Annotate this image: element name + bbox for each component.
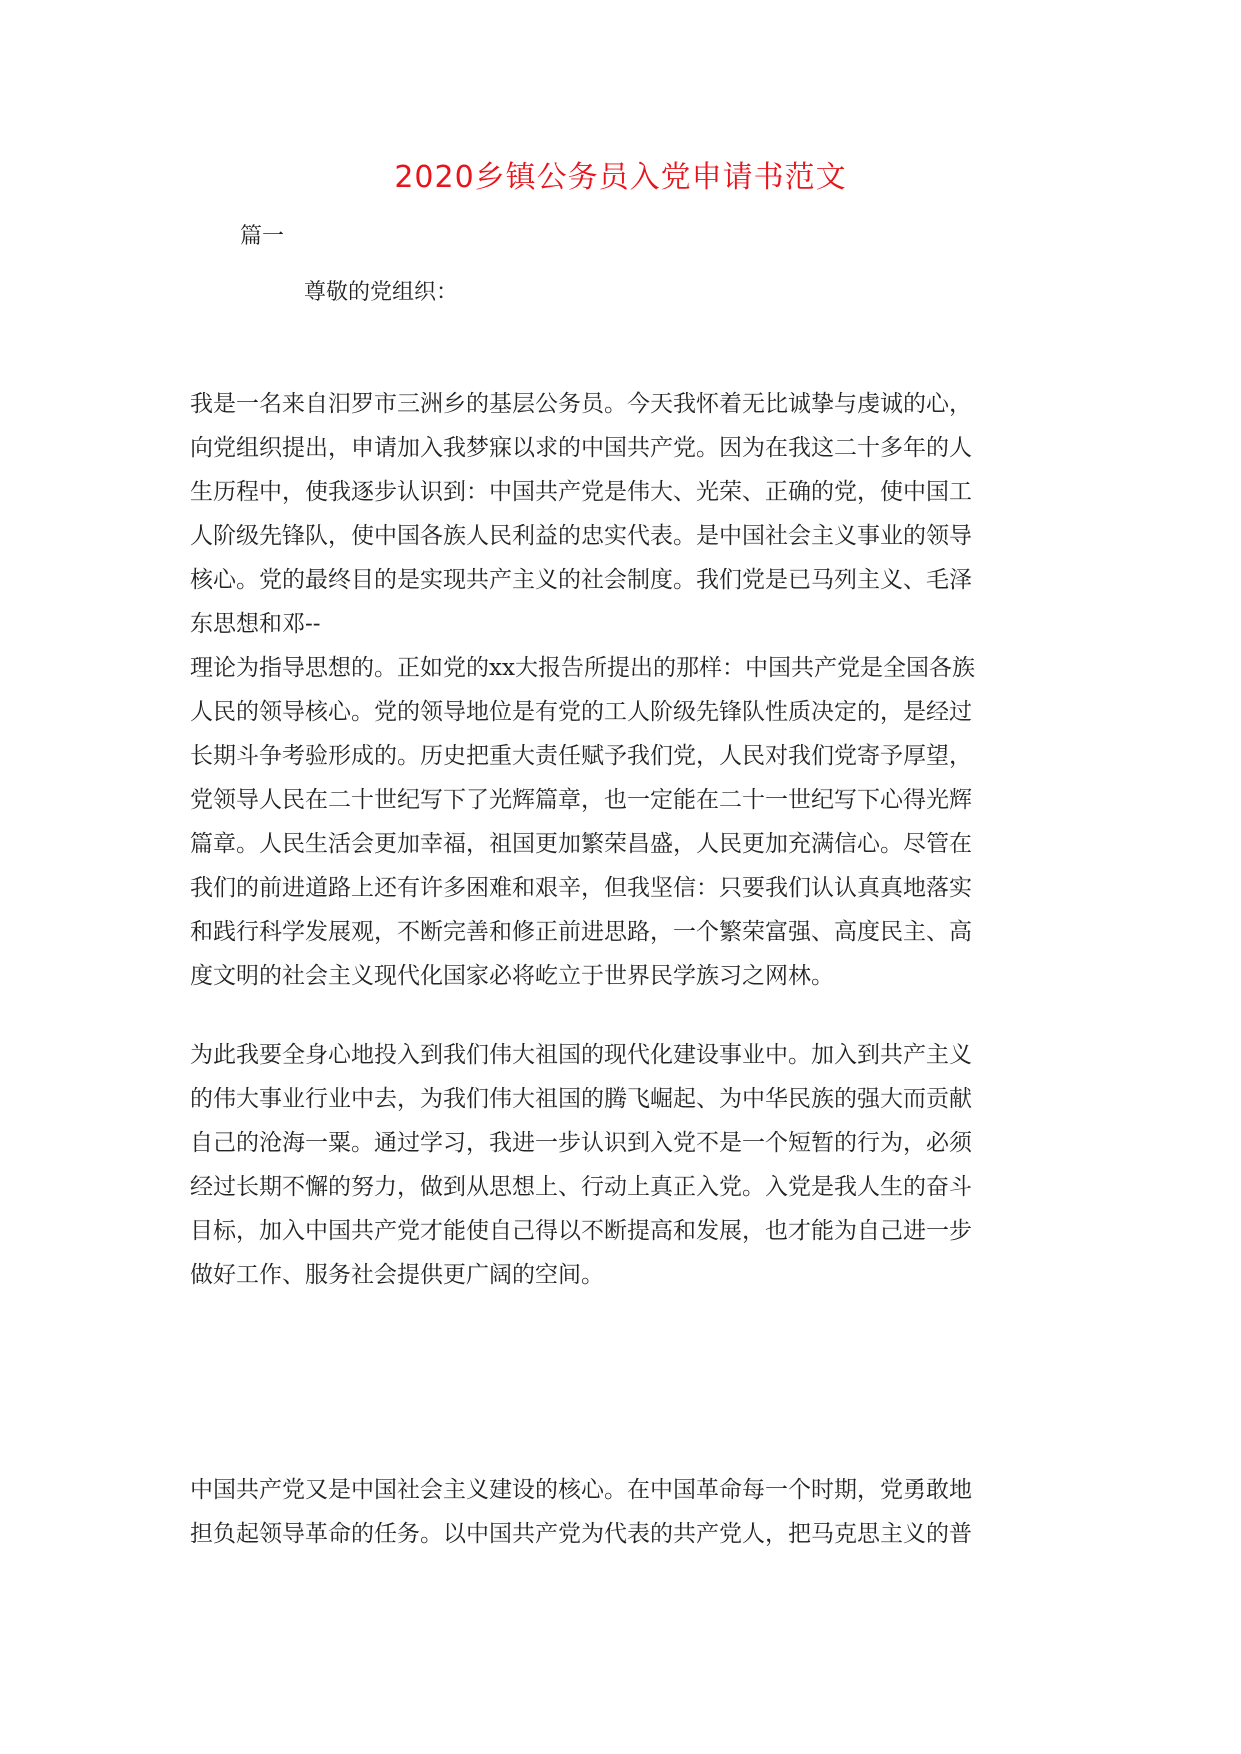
paragraph-line: 担负起领导革命的任务。以中国共产党为代表的共产党人，把马克思主义的普	[190, 1521, 972, 1547]
paragraph-line: 和践行科学发展观，不断完善和修正前进思路，一个繁荣富强、高度民主、高	[190, 919, 972, 945]
paragraph-line: 中国共产党又是中国社会主义建设的核心。在中国革命每一个时期，党勇敢地	[190, 1477, 972, 1503]
paragraph-line: 生历程中，使我逐步认识到：中国共产党是伟大、光荣、正确的党，使中国工	[190, 479, 972, 505]
paragraph-line: 篇章。人民生活会更加幸福，祖国更加繁荣昌盛，人民更加充满信心。尽管在	[190, 831, 972, 857]
paragraph-line: 东思想和邓--	[190, 611, 321, 637]
paragraph-line: 为此我要全身心地投入到我们伟大祖国的现代化建设事业中。加入到共产主义	[190, 1042, 972, 1068]
paragraph-line: 理论为指导思想的。正如党的xx大报告所提出的那样：中国共产党是全国各族	[190, 655, 975, 681]
paragraph-line: 的伟大事业行业中去，为我们伟大祖国的腾飞崛起、为中华民族的强大而贡献	[190, 1086, 972, 1112]
section-label: 篇一	[240, 224, 285, 249]
paragraph-line: 做好工作、服务社会提供更广阔的空间。	[190, 1262, 604, 1288]
paragraph-line: 长期斗争考验形成的。历史把重大责任赋予我们党，人民对我们党寄予厚望，	[190, 743, 972, 769]
paragraph-line: 核心。党的最终目的是实现共产主义的社会制度。我们党是已马列主义、毛泽	[190, 567, 972, 593]
paragraph-line: 目标，加入中国共产党才能使自己得以不断提高和发展，也才能为自己进一步	[190, 1218, 972, 1244]
paragraph-2	[190, 1033, 1060, 1297]
paragraph-line: 向党组织提出，申请加入我梦寐以求的中国共产党。因为在我这二十多年的人	[190, 435, 972, 461]
paragraph-line: 自己的沧海一粟。通过学习，我进一步认识到入党不是一个短暂的行为，必须	[190, 1130, 972, 1156]
paragraph-line: 党领导人民在二十世纪写下了光辉篇章，也一定能在二十一世纪写下心得光辉	[190, 787, 972, 813]
paragraph-line: 我们的前进道路上还有许多困难和艰辛，但我坚信：只要我们认认真真地落实	[190, 875, 972, 901]
paragraph-3	[190, 1468, 1060, 1556]
salutation: 尊敬的党组织：	[304, 280, 459, 305]
paragraph-line: 我是一名来自汨罗市三洲乡的基层公务员。今天我怀着无比诚挚与虔诚的心，	[190, 391, 972, 417]
paragraph-1	[190, 382, 1060, 998]
paragraph-line: 度文明的社会主义现代化国家必将屹立于世界民学族习之网林。	[190, 963, 834, 989]
paragraph-line: 人民的领导核心。党的领导地位是有党的工人阶级先锋队性质决定的，是经过	[190, 699, 972, 725]
document-title: 2020乡镇公务员入党申请书范文	[394, 160, 847, 195]
paragraph-line: 人阶级先锋队，使中国各族人民利益的忠实代表。是中国社会主义事业的领导	[190, 523, 972, 549]
paragraph-line: 经过长期不懈的努力，做到从思想上、行动上真正入党。入党是我人生的奋斗	[190, 1174, 972, 1200]
